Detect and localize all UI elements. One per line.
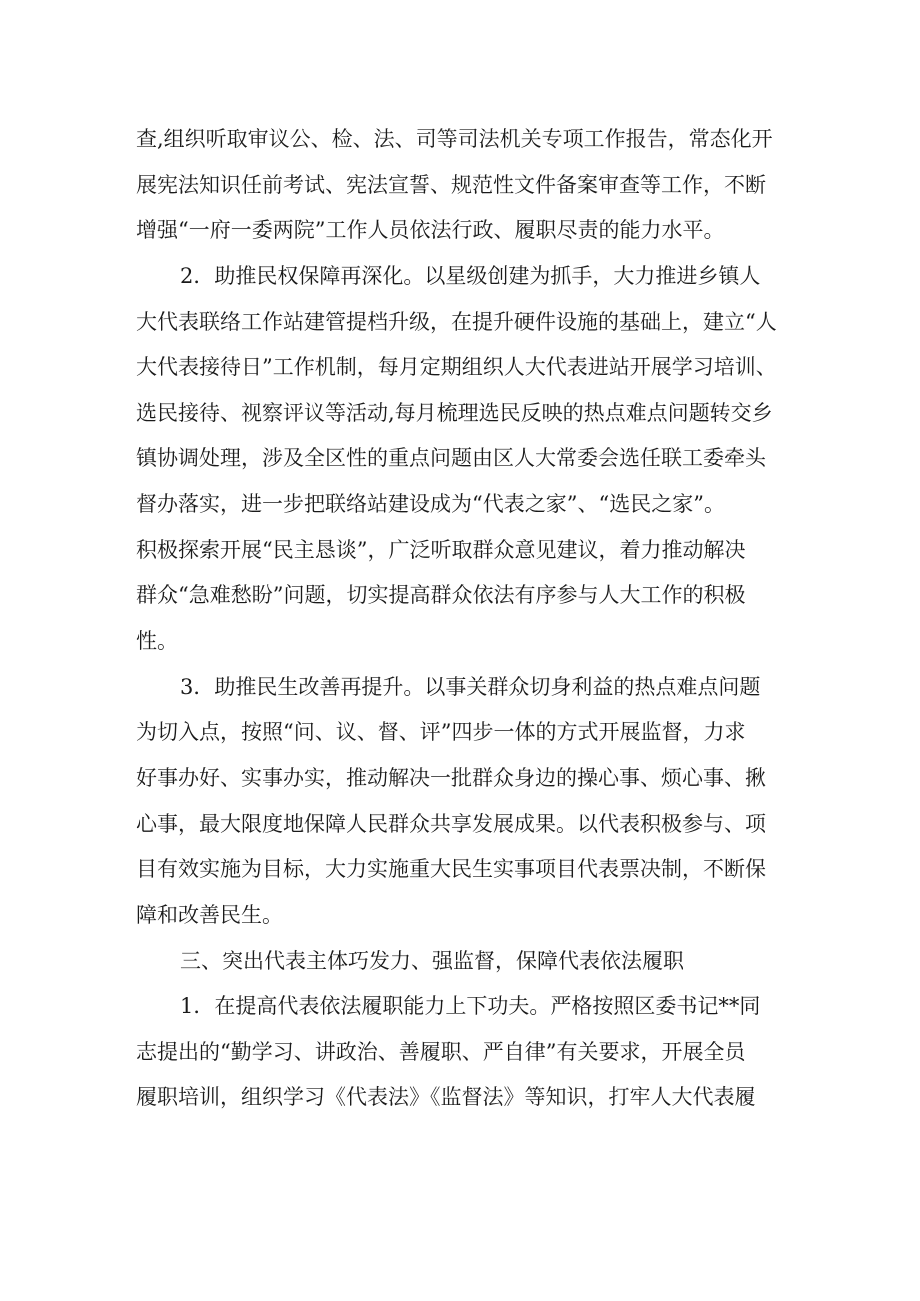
body-line: 障和改善民生。 [136,902,283,927]
paragraph-start-line: 3．助推民生改善再提升。以事关群众切身利益的热点难点问题 [180,674,761,699]
body-line: 为切入点，按照“问、议、督、评”四步一体的方式开展监督，力求 [136,720,746,745]
body-line: 心事，最大限度地保障人民群众共享发展成果。以代表积极参与、项 [136,811,766,836]
paragraph-start-line: 2．助推民权保障再深化。以星级创建为抓手，大力推进乡镇人 [180,263,761,288]
body-line: 履职培训，组织学习《代表法》《监督法》等知识，打牢人大代表履 [136,1085,756,1110]
body-line: 大代表接待日”工作机制，每月定期组织人大代表进站开展学习培训、 [136,355,777,380]
body-line: 目有效实施为目标，大力实施重大民生实事项目代表票决制，不断保 [136,857,766,882]
body-line: 展宪法知识任前考试、宪法宣誓、规范性文件备案审查等工作，不断 [136,172,766,197]
body-line: 积极探索开展“民主恳谈”，广泛听取群众意见建议，着力推动解决 [136,537,746,562]
body-line: 增强“一府一委两院”工作人员依法行政、履职尽责的能力水平。 [136,218,725,243]
body-line: 督办落实，进一步把联络站建设成为“代表之家”、“选民之家”。 [136,492,725,517]
body-line: 好事办好、实事办实，推动解决一批群众身边的操心事、烦心事、揪 [136,765,766,790]
body-line: 大代表联络工作站建管提档升级，在提升硬件设施的基础上，建立“人 [136,309,777,334]
body-line: 志提出的“勤学习、讲政治、善履职、严自律”有关要求，开展全员 [136,1039,746,1064]
paragraph-start-line: 1．在提高代表依法履职能力上下功夫。严格按照区委书记**同 [180,994,761,1019]
body-line: 性。 [136,629,178,654]
body-line: 选民接待、视察评议等活动,每月梳理选民反映的热点难点问题转交乡 [136,400,773,425]
body-line: 群众“急难愁盼”问题，切实提高群众依法有序参与人大工作的积极 [136,583,746,608]
document-body [136,117,796,1121]
section-heading: 三、突出代表主体巧发力、强监督，保障代表依法履职 [180,948,684,973]
body-line: 查,组织听取审议公、检、法、司等司法机关专项工作报告，常态化开 [136,127,773,151]
body-line: 镇协调处理，涉及全区性的重点问题由区人大常委会选任联工委牵头 [136,446,766,471]
